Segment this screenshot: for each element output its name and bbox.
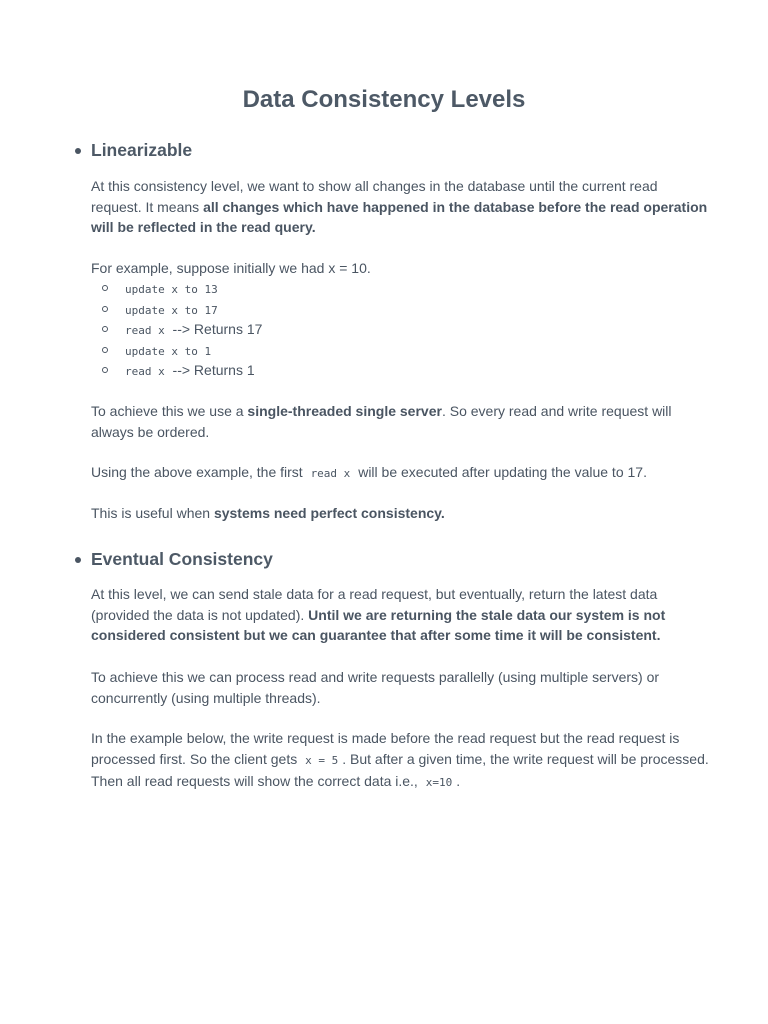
paragraph-text: To achieve this we use a [91,403,248,419]
bullet-icon [75,148,81,154]
paragraph-text: At this consistency level, we want to show all changes in the database until the current read request. It means [91,178,658,215]
paragraph-text: . So every read and write request will always be ordered. [91,403,672,440]
list-item [91,278,262,299]
list-item [91,340,262,361]
circle-bullet-icon [102,326,108,332]
paragraph-text: . [456,773,461,789]
paragraph: To achieve this we can process read and write requests parallelly (using multiple servers) or concurrently (using multiple threads). [91,669,660,706]
section-heading: Linearizable [91,140,193,160]
inline-code: update x to 17 [125,303,218,317]
paragraph [91,401,711,442]
paragraph [91,584,711,646]
paragraph [91,176,711,238]
inline-code: update x to 1 [125,344,212,358]
step-result: --> Returns 1 [172,362,255,378]
paragraph-text: This is useful when [91,505,214,521]
inline-code: read x [125,324,165,337]
circle-bullet-icon [102,306,108,312]
list-item [91,319,262,340]
bullet-icon [75,557,81,563]
inline-code: update x to 13 [125,283,218,296]
inline-code: read x [310,467,351,480]
paragraph-text: will be executed after updating the value to 17. [354,464,647,480]
bold-text: single-threaded single server [247,403,442,419]
step-result: --> Returns 17 [172,321,263,337]
paragraph-text: Using the above example, the first [91,464,307,480]
page-title: Data Consistency Levels [242,86,526,113]
paragraph-text: In the example below, the write request is made before the read request but the read request is processed first. So the client gets [91,730,680,767]
circle-bullet-icon [102,285,108,291]
inline-code: read x [125,365,165,378]
paragraph [91,462,711,485]
paragraph [91,503,711,524]
bold-text: all changes which have happened in the database before the read operation will be reflected in the read query. [91,198,708,235]
list-item [91,360,262,381]
inline-code: x=10 [425,776,453,789]
bold-text: Until we are returning the stale data our system is not considered consistent but we can guarantee that after some time it will be consistent. [91,606,666,643]
circle-bullet-icon [102,367,108,373]
section-heading: Eventual Consistency [91,549,273,569]
paragraph [91,728,711,794]
list-item [91,299,262,320]
example-intro: For example, suppose initially we had x = 10. [91,260,371,276]
paragraph-text: . But after a given time, the write request will be processed. Then all read requests will show the correct data i.e., [91,750,709,789]
inline-code: x = 5 [305,753,339,767]
paragraph-text: At this level, we can send stale data for a read request, but eventually, return the latest data (provided the data is not updated). [91,586,658,623]
example-steps-list [91,278,262,381]
circle-bullet-icon [102,347,108,353]
bold-text: systems need perfect consistency. [213,505,445,521]
